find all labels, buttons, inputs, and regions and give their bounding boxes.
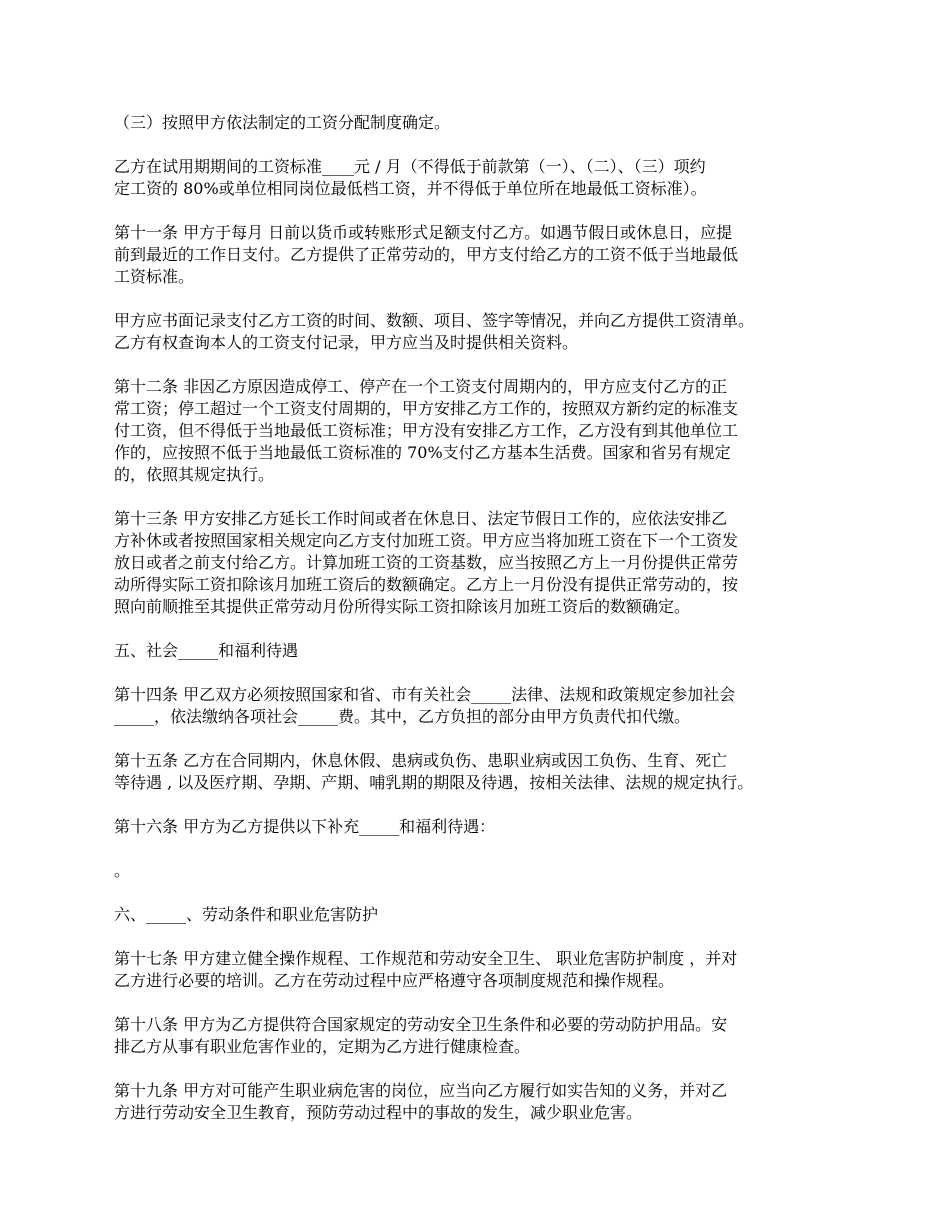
paragraph-article-18: 第十八条 甲方为乙方提供符合国家规定的劳动安全卫生条件和必要的劳动防护用品。安 排乙方从事有职业危害作业的，定期为乙方进行健康检查。 xyxy=(114,1015,728,1056)
section-heading-6: 六、_____、劳动条件和职业危害防护 xyxy=(114,905,379,924)
paragraph-article-12: 第十二条 非因乙方原因造成停工、停产在一个工资支付周期内的，甲方应支付乙方的正 常工资；停工超过一个工资支付周期的，甲方安排乙方工作的，按照双方新约定的标准支 付工资，但不得低于当地最低工资标准；甲方没有安排乙方工作，乙方没有到其他单位工 作的，应按照不低于当地最低工资标准的 70%支付乙方基本生活费。国家和省另有规定 的，依照其规定执行。 xyxy=(114,377,739,484)
paragraph-article-15: 第十五条 乙方在合同期内，休息休假、患病或负伤、患职业病或因工负伤、生育、死亡 等待遇 , 以及医疗期、孕期、产期、哺乳期的期限及待遇，按相关法律、法规的规定执行。 xyxy=(114,751,754,792)
paragraph-article-16: 第十六条 甲方为乙方提供以下补充_____和福利待遇： xyxy=(114,817,496,836)
paragraph-wage-records: 甲方应书面记录支付乙方工资的时间、数额、项目、签字等情况，并向乙方提供工资清单。 乙方有权查询本人的工资支付记录，甲方应当及时提供相关资料。 xyxy=(114,311,755,352)
paragraph-period: 。 xyxy=(114,861,131,880)
paragraph-article-19: 第十九条 甲方对可能产生职业病危害的岗位，应当向乙方履行如实告知的义务，并对乙 方进行劳动安全卫生教育，预防劳动过程中的事故的发生，减少职业危害。 xyxy=(114,1081,728,1122)
section-heading-5: 五、社会_____和福利待遇 xyxy=(114,641,299,660)
paragraph-article-14: 第十四条 甲乙双方必须按照国家和省、市有关社会_____法律、法规和政策规定参加社会 _____，依法缴纳各项社会_____费。其中，乙方负担的部分由甲方负责代扣代缴。 xyxy=(114,685,736,726)
paragraph-article-13: 第十三条 甲方安排乙方延长工作时间或者在休息日、法定节假日工作的，应依法安排乙 方补休或者按照国家相关规定向乙方支付加班工资。甲方应当将加班工资在下一个工资发 放日或者之前支付给乙方。计算加班工资的工资基数，应当按照乙方上一月份提供正常劳 动所得实际工资扣除该月加班工资后的数额确定。乙方上一月份没有提供正常劳动的，按 照向前顺推至其提供正常劳动月份所得实际工资扣除该月加班工资后的数额确定。 xyxy=(114,509,739,616)
paragraph-article-17: 第十七条 甲方建立健全操作规程、工作规范和劳动安全卫生、 职业危害防护制度 ，并对 乙方进行必要的培训。乙方在劳动过程中应严格遵守各项制度规范和操作规程。 xyxy=(114,949,738,990)
paragraph-article-11: 第十一条 甲方于每月 日前以货币或转账形式足额支付乙方。如遇节假日或休息日，应提 前到最近的工作日支付。乙方提供了正常劳动的，甲方支付给乙方的工资不低于当地最低 工资标准。 xyxy=(114,223,739,286)
paragraph-probation-wage: 乙方在试用期期间的工资标准____元 / 月（不得低于前款第（一）、（二）、（三）项约 定工资的 80%或单位相同岗位最低档工资，并不得低于单位所在地最低工资标准）。 xyxy=(114,157,707,198)
document-body xyxy=(114,112,854,1146)
paragraph-clause-3-wage-distribution: （三）按照甲方依法制定的工资分配制度确定。 xyxy=(114,113,451,132)
